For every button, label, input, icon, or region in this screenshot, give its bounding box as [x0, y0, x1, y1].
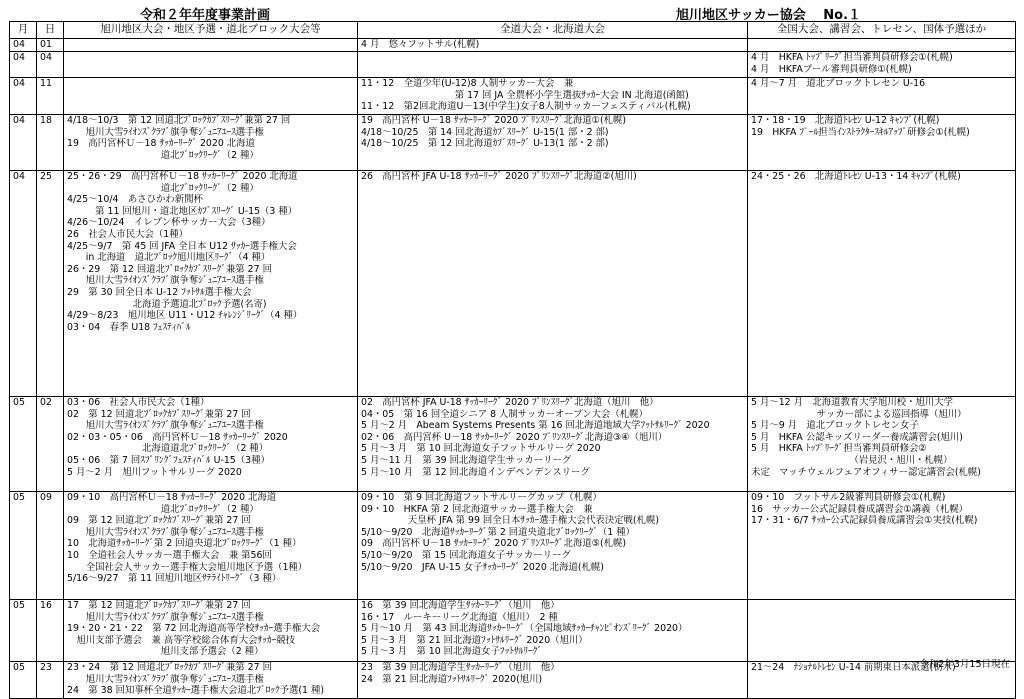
national-events-cell — [748, 492, 1016, 600]
event-line: 16・17 ルーキーリーグ北海道（旭川） 2 種 — [361, 611, 558, 623]
event-line: 09・10 HKFA 第 2 回北海道サッカー選手権大会 兼 — [361, 503, 593, 515]
local-events-cell — [64, 52, 358, 78]
month-cell: 04 — [10, 78, 37, 115]
event-line: 03・06 社会人市民大会（1種） — [67, 397, 210, 408]
event-line: 道北ﾌﾞﾛｯｸﾘｰｸﾞ（2 種） — [67, 503, 259, 515]
event-line: 旭川支部予選会（2 種） — [67, 646, 264, 658]
table-row — [10, 171, 1016, 397]
event-line: 05・06 第 7 回ｽﾌﾟﾘﾝｸﾞﾌｪｽﾃｨﾊﾞﾙ U-15（3種） — [67, 454, 270, 466]
event-line: 10 全道社会人サッカー選手権大会 兼 第56回 — [67, 549, 272, 561]
month-cell: 04 — [10, 171, 37, 397]
national-events-cell — [748, 600, 1016, 662]
event-line: 5/10～9/20 北海道ｻｯｶｰﾘｰｸﾞ第 2 回道央道北ﾌﾞﾛｯｸﾘｰｸﾞ（1 種） — [361, 526, 635, 538]
event-line: 16 サッカー公式記録員養成講習会①講義（札幌） — [751, 503, 969, 515]
event-line: 北海道予選道北ﾌﾞﾛｯｸ予選(名寄) — [67, 298, 267, 310]
event-line: 5/10～9/20 JFA U-15 女子ｻｯｶｰﾘｰｸﾞ 2020 北海道(札幌) — [361, 561, 604, 573]
event-line: 旭川大雪ﾗｲｵﾝｽﾞｸﾗﾌﾞ旗争奪ｼﾞｭﾆｱﾕｰｽ選手権 — [67, 526, 264, 538]
event-line: 道北ﾌﾞﾛｯｸﾘｰｸﾞ（2 種） — [67, 182, 259, 194]
event-line: 21～24 ﾅｼｮﾅﾙﾄﾚｾﾝ U-14 前期東日本派遣(栃木) — [751, 662, 956, 673]
month-cell: 04 — [10, 39, 37, 52]
local-events-cell — [64, 78, 358, 115]
event-line: 19 高円宮杯Ｕ－18 ｻｯｶｰﾘｰｸﾞ 2020 北海道 — [67, 138, 255, 150]
national-events-cell — [748, 115, 1016, 171]
event-line: （岩見沢・旭川・札幌） — [751, 454, 953, 466]
event-line: 24・25・26 北海道ﾄﾚｾﾝ U-13・14 ｷｬﾝﾌﾟ(札幌) — [751, 171, 961, 182]
event-line: 4 月 HKFA ﾄｯﾌﾟﾘｰｸﾞ担当審判員研修会①(札幌) — [751, 52, 953, 63]
event-line: in 北海道 道北ﾌﾞﾛｯｸ旭川地区ﾘｰｸﾞ（4 種） — [67, 252, 271, 264]
column-header-local: 旭川地区大会・地区予選・道北ブロック大会等 — [64, 22, 358, 39]
event-line: 09 高円宮杯 U－18 ｻｯｶｰﾘｰｸﾞ 2020 ﾌﾟﾘﾝｽﾘｰｸﾞ北海道⑤(札幌) — [361, 538, 627, 550]
hokkaido-events-cell — [358, 78, 748, 115]
event-line: 旭川大雪ﾗｲｵﾝｽﾞｸﾗﾌﾞ旗争奪ｼﾞｭﾆｱﾕｰｽ選手権 — [67, 420, 264, 432]
event-line: 道北ﾌﾞﾛｯｸﾘｰｸﾞ（2 種） — [67, 149, 259, 161]
event-line: 09 第 12 回道北ﾌﾞﾛｯｸｶﾌﾞｽﾘｰｸﾞ兼第 27 回 — [67, 515, 251, 527]
national-events-cell — [748, 52, 1016, 78]
event-line: 4 月 悠々フットサル(札幌) — [361, 39, 480, 50]
schedule-table — [9, 21, 1016, 699]
column-header-hokkaido: 全道大会・北海道大会 — [358, 22, 748, 39]
event-line: 天皇杯 JFA 第 99 回全日本ｻｯｶｰ選手権大会代表決定戦(札幌) — [361, 515, 660, 527]
event-line: 17・18・19 北海道ﾄﾚｾﾝ U-12 ｷｬﾝﾌﾟ(札幌) — [751, 115, 940, 126]
local-events-cell — [64, 115, 358, 171]
month-cell: 05 — [10, 600, 37, 662]
event-line: 02 高円宮杯 JFA U-18 ｻｯｶｰﾘｰｸﾞ 2020 ﾌﾟﾘﾝｽﾘｰｸﾞ北海道（旭川 他） — [361, 397, 659, 408]
event-line: 旭川大雪ﾗｲｵﾝｽﾞｸﾗﾌﾞ旗争奪ｼﾞｭﾆｱﾕｰｽ選手権 — [67, 126, 264, 138]
event-line: 4/18～10/25 第 14 回北海道ｶﾌﾞｽﾘｰｸﾞ U-15(1 部・2 部) — [361, 126, 609, 138]
event-line: 11・12 第2回北海道U－13(中学生)女子8人制サッカーフェスティバル(札幌) — [361, 101, 691, 113]
document-title: 令和２年年度事業計画 — [140, 8, 271, 23]
column-header-national: 全国大会、講習会、トレセン、国体予選ほか — [748, 22, 1016, 39]
local-events-cell — [64, 397, 358, 492]
event-line: 10 北海道ｻｯｶｰﾘｰｸﾞ第 2 回道央道北ﾌﾞﾛｯｸﾘｰｸﾞ（1 種） — [67, 538, 302, 550]
event-line: 未定 マッチウェルフェアオフィサー認定講習会(札幌) — [751, 466, 981, 478]
schedule-body — [10, 39, 1016, 699]
event-line: 5 月 HKFA 公認キッズリーダー養成講習会(旭川) — [751, 431, 963, 443]
event-line: 11・12 全道少年(U-12)8 人制サッカー大会 兼 — [361, 78, 574, 89]
event-line: 4/25～9/7 第 45 回 JFA 全日本 U12 ｻｯｶｰ選手権大会 — [67, 240, 297, 252]
hokkaido-events-cell — [358, 600, 748, 662]
event-line: 4/29～8/23 旭川地区 U11・U12 ﾁｬﾚﾝｼﾞﾘｰｸﾞ（4 種） — [67, 310, 303, 322]
event-line: 第 17 回 JA 全農杯小学生選抜ｻｯｶｰ大会 IN 北海道(函館) — [361, 89, 689, 101]
event-line: 26 社会人市民大会（1種） — [67, 228, 189, 240]
event-line: 4/18～10/3 第 12 回道北ﾌﾞﾛｯｸｶﾌﾞｽﾘｰｸﾞ兼第 27 回 — [67, 115, 291, 126]
event-line: 第 11 回旭川・道北地区ｶﾌﾞｽﾘｰｸﾞ U-15（3 種） — [67, 205, 298, 217]
hokkaido-events-cell — [358, 115, 748, 171]
event-line: 26・29 第 12 回道北ﾌﾞﾛｯｸｶﾌﾞｽﾘｰｸﾞ兼第 27 回 — [67, 263, 272, 275]
event-line: 03・04 春季 U18 ﾌｪｽﾃｨﾊﾞﾙ — [67, 321, 191, 333]
hokkaido-events-cell — [358, 171, 748, 397]
table-row — [10, 662, 1016, 699]
column-header-day: 日 — [37, 22, 64, 39]
event-line: 4/25～10/4 あさひかわ新聞杯 — [67, 194, 203, 206]
day-cell: 09 — [37, 492, 64, 600]
event-line: 旭川大雪ﾗｲｵﾝｽﾞｸﾗﾌﾞ旗争奪ｼﾞｭﾆｱﾕｰｽ選手権 — [67, 611, 264, 623]
hokkaido-events-cell — [358, 39, 748, 52]
event-line: 26 高円宮杯 JFA U-18 ｻｯｶｰﾘｰｸﾞ 2020 ﾌﾟﾘﾝｽﾘｰｸﾞ北海道②(旭川) — [361, 171, 637, 182]
event-line: 17 第 12 回道北ﾌﾞﾛｯｸｶﾌﾞｽﾘｰｸﾞ兼第 27 回 — [67, 600, 251, 611]
event-line: 19 高円宮杯 U－18 ｻｯｶｰﾘｰｸﾞ 2020 ﾌﾟﾘﾝｽﾘｰｸﾞ北海道①(札幌) — [361, 115, 627, 126]
day-cell: 04 — [37, 52, 64, 78]
day-cell: 23 — [37, 662, 64, 699]
table-row — [10, 397, 1016, 492]
local-events-cell — [64, 600, 358, 662]
event-line: 5/16～9/27 第 11 回旭川地区ｻﾃﾗｲﾄﾘｰｸﾞ（3 種） — [67, 573, 282, 585]
national-events-cell — [748, 39, 1016, 52]
event-line: 5 月～3 月 第 10 回北海道女子フットサルリーグ 2020 — [361, 443, 601, 455]
table-row — [10, 115, 1016, 171]
event-line: 全国社会人サッカー選手権大会旭川地区予選（1種） — [67, 561, 308, 573]
event-line: 4/26～10/24 イレブン杯サッカー大会（3種） — [67, 217, 271, 229]
national-events-cell — [748, 78, 1016, 115]
event-line: 4 月 HKFAプール審判員研修①(札幌) — [751, 63, 912, 75]
month-cell: 05 — [10, 492, 37, 600]
event-line: 5 月～2 月 旭川フットサルリーグ 2020 — [67, 466, 242, 478]
event-line: 29 第 30 回全日本 U-12 ﾌｯﾄｻﾙ選手権大会 — [67, 286, 252, 298]
event-line: 23 第 39 回北海道学生ｻｯｶｰﾘｰｸﾞ（旭川 他） — [361, 662, 560, 673]
table-row — [10, 78, 1016, 115]
local-events-cell — [64, 171, 358, 397]
event-line: 02・03・05・06 高円宮杯Ｕ－18 ｻｯｶｰﾘｰｸﾞ 2020 — [67, 431, 288, 443]
table-row — [10, 492, 1016, 600]
hokkaido-events-cell — [358, 662, 748, 699]
as-of-date: 令和2年3月15日現在 — [919, 659, 1010, 670]
event-line: 5/10～9/20 第 15 回北海道女子サッカーリーグ — [361, 549, 571, 561]
event-line: 旭川支部予選会 兼 高等学校総合体育大会ｻｯｶｰ競技 — [67, 634, 295, 646]
event-line: 5 月～12 月 北海道教育大学旭川校・旭川大学 — [751, 397, 953, 408]
event-line: 16 第 39 回北海道学生ｻｯｶｰﾘｰｸﾞ（旭川 他） — [361, 600, 560, 611]
event-line: サッカー部による巡回指導（旭川） — [751, 408, 967, 420]
month-cell: 04 — [10, 52, 37, 78]
event-line: 19・20・21・22 第 72 回北海道高等学校ｻｯｶｰ選手権大会 — [67, 623, 321, 635]
event-line: 5 月～10 月 第 43 回北海道ｻｯｶｰﾘｰｸﾞ（全国地域ｻｯｶｰﾁｬﾝﾋﾟｵﾝｽﾞﾘｰｸﾞ 2020） — [361, 623, 688, 635]
event-line: 24 第 21 回北海道ﾌｯﾄｻﾙﾘｰｸﾞ 2020(旭川) — [361, 673, 543, 685]
event-line: 5 月～3 月 第 10 回北海道女子ﾌｯﾄｻﾙﾘｰｸﾞ — [361, 646, 543, 658]
event-line: 5 月～10 月 第 12 回北海道インデペンデンスリーグ — [361, 466, 590, 478]
column-header-month: 月 — [10, 22, 37, 39]
event-line: 北海道道北ﾌﾞﾛｯｸﾘｰｸﾞ（2 種） — [67, 443, 269, 455]
event-line: 09・10 高円宮杯Ｕ－18 ｻｯｶｰﾘｰｸﾞ 2020 北海道 — [67, 492, 277, 503]
event-line: 5 月～9 月 道北ブロックトレセン女子 — [751, 420, 919, 432]
month-cell: 05 — [10, 397, 37, 492]
day-cell: 18 — [37, 115, 64, 171]
event-line: 17・31・6/7 ｻｯｶｰ公式記録員養成講習会①実技(札幌) — [751, 515, 978, 527]
day-cell: 16 — [37, 600, 64, 662]
month-cell: 05 — [10, 662, 37, 699]
day-cell: 01 — [37, 39, 64, 52]
event-line: 09・10 第 9 回北海道フットサルリーグカップ（札幌） — [361, 492, 602, 503]
event-line: 04・05 第 16 回全道シニア 8 人制サッカーオープン大会（札幌） — [361, 408, 648, 420]
event-line: 4/18～10/25 第 12 回北海道ｶﾌﾞｽﾘｰｸﾞ U-13(1 部・2 部) — [361, 138, 609, 150]
event-line: 5 月～3 月 第 21 回北海道ﾌｯﾄｻﾙﾘｰｸﾞ 2020（旭川） — [361, 634, 588, 646]
local-events-cell — [64, 39, 358, 52]
event-line: 5 月 HKFA ﾄｯﾌﾟﾘｰｸﾞ担当審判員研修会② — [751, 443, 927, 455]
national-events-cell — [748, 397, 1016, 492]
event-line: 5 月～11 月 第 39 回北海道学生サッカーリーグ — [361, 454, 572, 466]
event-line: 24 第 38 回知事杯全道ｻｯｶｰ選手権大会道北ﾌﾞﾛｯｸ予選(1 種) — [67, 685, 325, 697]
event-line: 23・24 第 12 回道北ﾌﾞﾛｯｸｶﾌﾞｽﾘｰｸﾞ兼第 27 回 — [67, 662, 272, 673]
event-line: 旭川大雪ﾗｲｵﾝｽﾞｸﾗﾌﾞ旗争奪ｼﾞｭﾆｱﾕｰｽ選手権 — [67, 275, 264, 287]
local-events-cell — [64, 492, 358, 600]
event-line: 02 第 12 回道北ﾌﾞﾛｯｸｶﾌﾞｽﾘｰｸﾞ兼第 27 回 — [67, 408, 251, 420]
local-events-cell — [64, 662, 358, 699]
day-cell: 25 — [37, 171, 64, 397]
hokkaido-events-cell — [358, 52, 748, 78]
day-cell: 11 — [37, 78, 64, 115]
event-line: 09・10 フットサル2級審判員研修会①(札幌) — [751, 492, 946, 503]
table-row — [10, 52, 1016, 78]
association-name: 旭川地区サッカー協会 No.１ — [676, 8, 862, 23]
national-events-cell — [748, 171, 1016, 397]
hokkaido-events-cell — [358, 397, 748, 492]
event-line: 25・26・29 高円宮杯Ｕ－18 ｻｯｶｰﾘｰｸﾞ 2020 北海道 — [67, 171, 298, 182]
event-line: 4 月～7 月 道北ブロックトレセン U-16 — [751, 78, 926, 89]
table-header-row — [10, 22, 1016, 39]
day-cell: 02 — [37, 397, 64, 492]
table-row — [10, 39, 1016, 52]
event-line: 5 月～2 月 Abeam Systems Presents 第 16 回北海道地域大学ﾌｯﾄｻﾙﾘｰｸﾞ 2020 — [361, 420, 710, 432]
table-row — [10, 600, 1016, 662]
event-line: 02・06 高円宮杯 U－18 ｻｯｶｰﾘｰｸﾞ 2020 ﾌﾟﾘﾝｽﾘｰｸﾞ北海道③④（旭川） — [361, 431, 668, 443]
event-line: 旭川大雪ﾗｲｵﾝｽﾞｸﾗﾌﾞ旗争奪ｼﾞｭﾆｱﾕｰｽ選手権 — [67, 673, 264, 685]
month-cell: 04 — [10, 115, 37, 171]
event-line: 19 HKFA ﾌﾟｰﾙ担当ｲﾝｽﾄﾗｸﾀｰｽｷﾙｱｯﾌﾟ研修会①(札幌) — [751, 126, 970, 138]
hokkaido-events-cell — [358, 492, 748, 600]
